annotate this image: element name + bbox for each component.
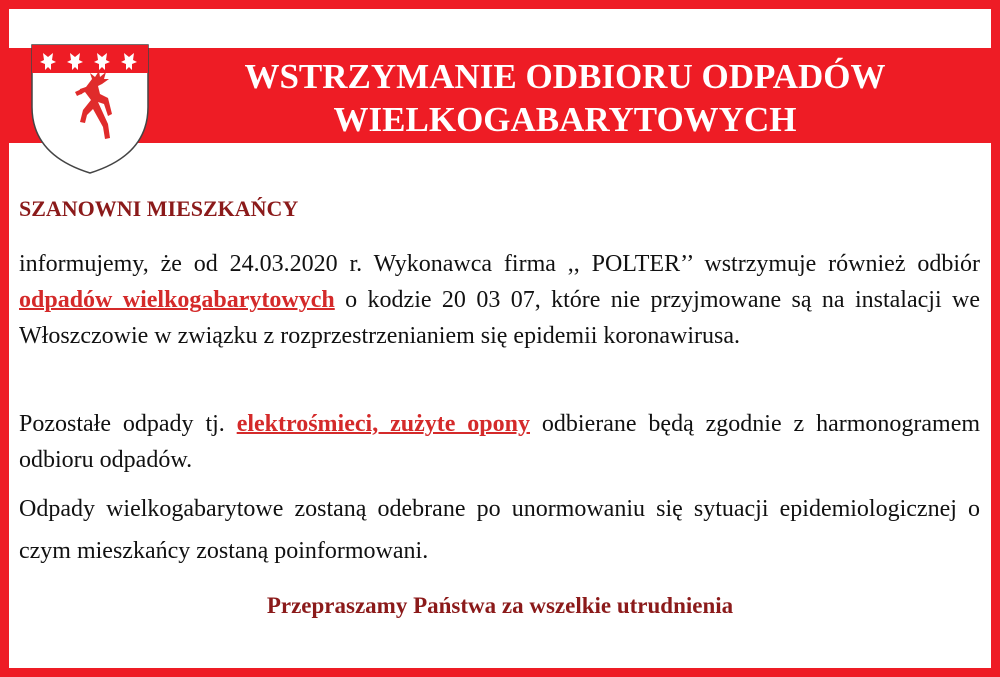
highlight-bulky-waste: odpadów wielkogabarytowych xyxy=(19,287,335,313)
coat-of-arms-icon xyxy=(30,43,150,175)
page-title xyxy=(170,55,960,141)
title-line-1: WSTRZYMANIE ODBIORU ODPADÓW xyxy=(244,57,886,96)
paragraph-text: informujemy, że od 24.03.2020 r. Wykonawca firma ,, POLTER’’ wstrzymuje również odbiór xyxy=(19,251,980,277)
paragraph-text: odbierane będą zgodnie z harmonogramem odbioru odpadów. xyxy=(19,411,981,473)
highlight-electro-tyres: elektrośmieci, zużyte opony xyxy=(236,411,530,437)
paragraph-other-waste xyxy=(19,406,980,478)
title-line-2: WIELKOGABARYTOWYCH xyxy=(333,100,797,139)
paragraph-resumption: Odpady wielkogabarytowe zostaną odebrane po unormowaniu się sytuacji epidemiologicznej o czym mieszkańcy zostaną poinformowani. xyxy=(19,496,980,564)
apology-line: Przepraszamy Państwa za wszelkie utrudnienia xyxy=(266,593,734,618)
paragraph-text: Pozostałe odpady tj. xyxy=(19,411,237,437)
paragraph-suspension xyxy=(19,246,980,354)
paragraph-text: o kodzie 20 03 07, które nie przyjmowane są na instalacji we Włoszczowie w związku z rozprzestrzenianiem się epidemii koronawirusa. xyxy=(19,287,980,349)
greeting: SZANOWNI MIESZKAŃCY xyxy=(19,196,299,221)
